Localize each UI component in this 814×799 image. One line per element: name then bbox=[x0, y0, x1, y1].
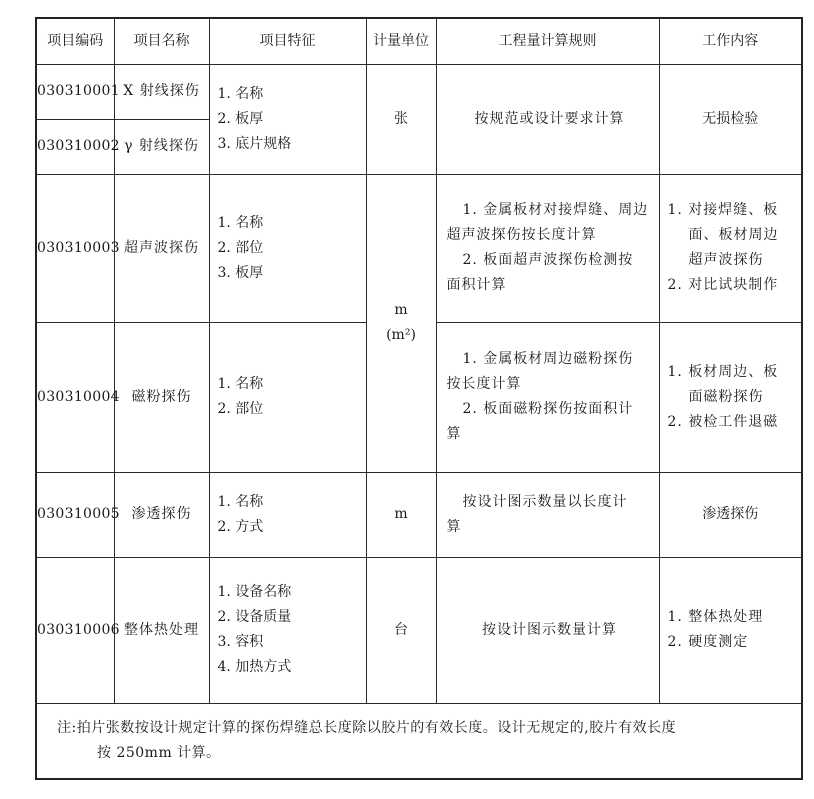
item-code: 030310002 bbox=[36, 119, 114, 174]
item-name: 超声波探伤 bbox=[114, 174, 209, 322]
rule-line: 算 bbox=[446, 518, 462, 535]
note-line: 按 250mm 计算。 bbox=[97, 744, 221, 761]
feature-line: 2. 设备质量 bbox=[217, 609, 292, 625]
header-features: 项目特征 bbox=[209, 18, 366, 64]
header-row bbox=[36, 18, 802, 64]
quantity-table bbox=[35, 17, 803, 780]
item-code: 030310001 bbox=[36, 64, 114, 119]
feature-line: 3. 底片规格 bbox=[217, 135, 292, 152]
item-rule: 按规范或设计要求计算 bbox=[436, 64, 659, 174]
table-row bbox=[36, 557, 802, 703]
rule-line: 面积计算 bbox=[446, 277, 507, 293]
item-work bbox=[659, 174, 802, 322]
item-name: X 射线探伤 bbox=[114, 64, 209, 119]
feature-line: 3. 板厚 bbox=[217, 264, 264, 281]
item-work bbox=[659, 322, 802, 472]
feature-line: 1. 名称 bbox=[217, 493, 264, 510]
rule-line: 超声波探伤按长度计算 bbox=[446, 227, 597, 243]
work-line: 1. 板材周边、板 bbox=[667, 363, 779, 380]
feature-line: 2. 部位 bbox=[217, 401, 264, 417]
work-line: 1. 对接焊缝、板 bbox=[667, 202, 779, 218]
item-code: 030310006 bbox=[36, 557, 114, 703]
table-note bbox=[36, 703, 802, 779]
work-line: 面、板材周边 bbox=[688, 227, 779, 243]
unit-line: (m²) bbox=[386, 327, 416, 343]
item-features bbox=[209, 322, 366, 472]
item-features bbox=[209, 472, 366, 557]
rule-line: 1. 金属板材对接焊缝、周边 bbox=[462, 202, 649, 218]
feature-line: 3. 容积 bbox=[217, 634, 264, 650]
work-line: 面磁粉探伤 bbox=[688, 388, 764, 405]
rule-line: 2. 板面磁粉探伤按面积计 bbox=[462, 401, 634, 417]
item-rule bbox=[436, 322, 659, 472]
work-line: 2. 硬度测定 bbox=[667, 634, 749, 650]
item-name: γ 射线探伤 bbox=[114, 119, 209, 174]
header-code: 项目编码 bbox=[36, 18, 114, 64]
table-row bbox=[36, 64, 802, 119]
table-row bbox=[36, 174, 802, 322]
item-unit bbox=[366, 174, 436, 472]
header-work: 工作内容 bbox=[659, 18, 802, 64]
rule-line: 1. 金属板材周边磁粉探伤 bbox=[462, 351, 634, 367]
feature-line: 2. 板厚 bbox=[217, 110, 264, 127]
item-name: 渗透探伤 bbox=[114, 472, 209, 557]
item-features bbox=[209, 174, 366, 322]
feature-line: 1. 名称 bbox=[217, 85, 264, 102]
work-line: 1. 整体热处理 bbox=[667, 609, 764, 625]
item-name: 整体热处理 bbox=[114, 557, 209, 703]
rule-line: 算 bbox=[446, 426, 462, 442]
item-unit: 台 bbox=[366, 557, 436, 703]
header-unit: 计量单位 bbox=[366, 18, 436, 64]
note-line: 注:拍片张数按设计规定计算的探伤焊缝总长度除以胶片的有效长度。设计无规定的,胶片有效长度 bbox=[57, 719, 677, 736]
item-code: 030310005 bbox=[36, 472, 114, 557]
item-unit: 张 bbox=[366, 64, 436, 174]
item-name: 磁粉探伤 bbox=[114, 322, 209, 472]
item-work: 渗透探伤 bbox=[659, 472, 802, 557]
feature-line: 2. 部位 bbox=[217, 239, 264, 256]
item-code: 030310004 bbox=[36, 322, 114, 472]
work-line: 2. 对比试块制作 bbox=[667, 277, 779, 293]
item-features bbox=[209, 557, 366, 703]
feature-line: 1. 名称 bbox=[217, 214, 264, 231]
header-name: 项目名称 bbox=[114, 18, 209, 64]
header-rule: 工程量计算规则 bbox=[436, 18, 659, 64]
feature-line: 1. 名称 bbox=[217, 376, 264, 392]
feature-line: 1. 设备名称 bbox=[217, 584, 292, 600]
item-work bbox=[659, 557, 802, 703]
item-code: 030310003 bbox=[36, 174, 114, 322]
unit-line: m bbox=[394, 302, 408, 318]
rule-line: 按长度计算 bbox=[446, 376, 522, 392]
item-rule: 按设计图示数量计算 bbox=[436, 557, 659, 703]
rule-line: 按设计图示数量以长度计 bbox=[462, 493, 628, 510]
item-rule bbox=[436, 174, 659, 322]
rule-line: 2. 板面超声波探伤检测按 bbox=[462, 252, 634, 268]
table-row bbox=[36, 472, 802, 557]
note-row bbox=[36, 703, 802, 779]
item-unit: m bbox=[366, 472, 436, 557]
feature-line: 2. 方式 bbox=[217, 518, 264, 535]
item-work: 无损检验 bbox=[659, 64, 802, 174]
item-rule bbox=[436, 472, 659, 557]
item-features bbox=[209, 64, 366, 174]
work-line: 超声波探伤 bbox=[688, 252, 764, 268]
work-line: 2. 被检工件退磁 bbox=[667, 413, 779, 430]
feature-line: 4. 加热方式 bbox=[217, 659, 292, 675]
